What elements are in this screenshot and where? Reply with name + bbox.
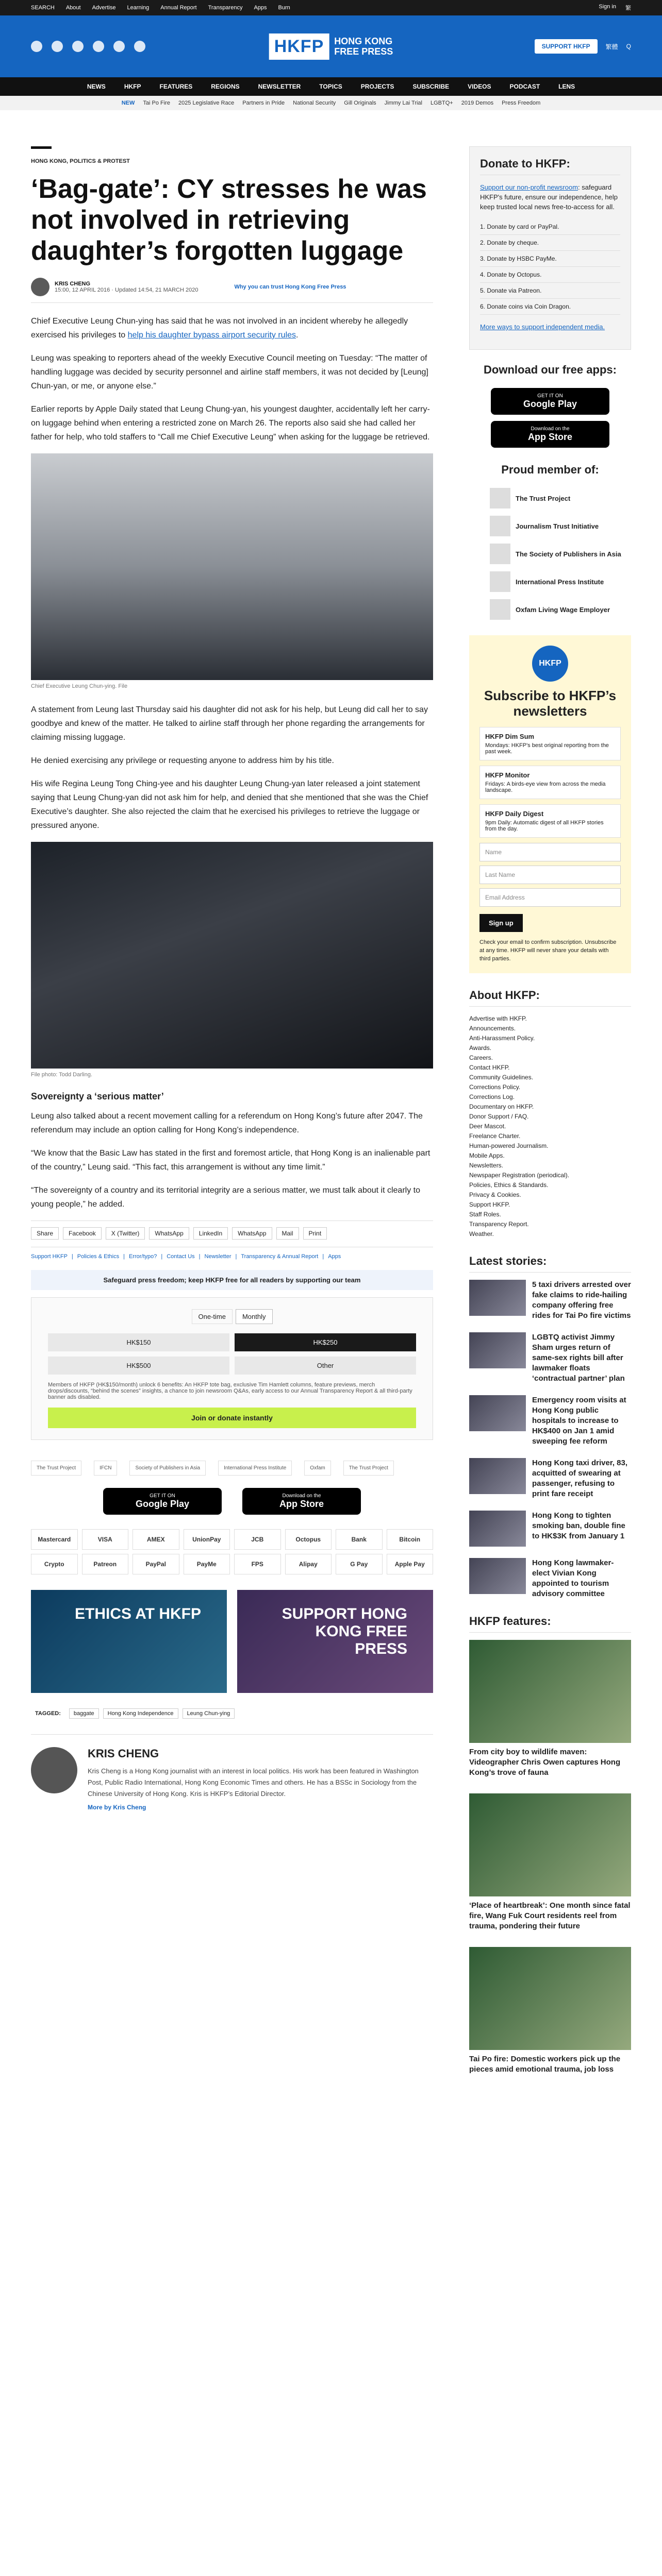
sign-in-link[interactable]: Sign in (599, 4, 616, 10)
footer-link[interactable]: Error/typo? (128, 1253, 157, 1260)
story-headline[interactable]: 5 taxi drivers arrested over fake claims to ride-hailing company offering free rides for Tai Po fire victims (532, 1280, 631, 1320)
about-link[interactable]: Donor Support / FAQ. (469, 1113, 529, 1120)
share-facebook-button[interactable]: Facebook (63, 1227, 102, 1240)
latest-story[interactable] (469, 1511, 631, 1547)
author-avatar[interactable] (31, 278, 49, 296)
paragraph: “We know that the Basic Law has stated in the first and foremost article, that Hong Kong is an inalienable part of the country,” Leung said. “This fact, this arrangement is without any time limit.” (31, 1149, 431, 1172)
story-headline[interactable]: LGBTQ activist Jimmy Sham urges return of same-sex rights bill after lawmaker floats ‘contractual partner’ plan (532, 1333, 625, 1383)
payment-icon[interactable]: Bitcoin (387, 1529, 434, 1550)
about-link[interactable]: Corrections Log. (469, 1093, 515, 1100)
latest-story[interactable] (469, 1458, 631, 1499)
promo-banners (31, 1590, 433, 1693)
about-link[interactable]: Awards. (469, 1044, 492, 1052)
apps-title: Download our free apps: (484, 363, 617, 376)
nav-hkfp[interactable]: HKFP (124, 83, 141, 90)
story-headline[interactable]: Hong Kong taxi driver, 83, acquitted of swearing at passenger, refusing to print fare receipt (532, 1459, 628, 1498)
partner-logos (31, 1461, 433, 1476)
footer-link[interactable]: Apps (328, 1253, 341, 1260)
nav-projects[interactable]: PROJECTS (360, 83, 394, 90)
donate-list (480, 219, 620, 315)
trending-link[interactable]: Gill Originals (344, 100, 376, 106)
newsletter-widget (469, 635, 631, 973)
author-name[interactable]: KRIS CHENG (88, 1747, 159, 1760)
footer-link[interactable]: Support HKFP (31, 1253, 68, 1260)
story-thumbnail[interactable] (469, 1280, 526, 1316)
trending-link[interactable]: 2019 Demos (461, 100, 494, 106)
article-title: ‘Bag-gate’: CY stresses he was not involved in retrieving daughter’s forgotten luggage (31, 174, 427, 266)
share-linkedin-button[interactable]: LinkedIn (193, 1227, 228, 1240)
payment-icon[interactable]: PayPal (133, 1554, 179, 1574)
newsletter-title: Subscribe to HKFP’s newsletters (484, 688, 617, 719)
about-link[interactable]: Transparency Report. (469, 1221, 529, 1228)
story-headline[interactable]: Hong Kong lawmaker-elect Vivian Kong appointed to tourism advisory committee (532, 1558, 614, 1598)
member-title: Proud member of: (501, 463, 599, 476)
payment-icon[interactable]: Apple Pay (387, 1554, 434, 1574)
membership-note: Members of HKFP (HK$150/month) unlock 6 benefits: An HKFP tote bag, exclusive Tim Hamlett columns, feature previews, merch drops/discounts, “behind the scenes” insights, a chance to join newsroom Q&As, early access to our Annual Transparency Report & all third-party banner ads disabled. (48, 1382, 412, 1400)
donate-option[interactable]: 5. Donate via Patreon. (480, 283, 620, 299)
about-link[interactable]: Contact HKFP. (469, 1064, 510, 1071)
youtube-icon[interactable] (93, 41, 104, 52)
story-thumbnail[interactable] (469, 1558, 526, 1594)
feature-image[interactable] (469, 1640, 631, 1743)
share-bar (31, 1221, 433, 1240)
partner-logo[interactable]: The Trust Project (31, 1461, 81, 1476)
subheading: Sovereignty a ‘serious matter’ (31, 1091, 164, 1101)
share-whatsapp-button[interactable]: WhatsApp (149, 1227, 189, 1240)
paragraph: A statement from Leung last Thursday said his daughter did not ask for his help, but Leung did call her to say goodbye and knew of the matter. He talked to airline staff through her phone regarding the arrangements for claiming missing luggage. (31, 705, 428, 742)
language-toggle[interactable]: 繁體 (605, 43, 618, 50)
logo-box: HKFP (269, 33, 329, 60)
nav-videos[interactable]: VIDEOS (468, 83, 491, 90)
story-thumbnail[interactable] (469, 1511, 526, 1547)
about-link[interactable]: Community Guidelines. (469, 1074, 534, 1081)
topbar-link-burn[interactable]: Burn (278, 5, 290, 11)
share-twitter-button[interactable]: X (Twitter) (106, 1227, 145, 1240)
trending-link[interactable]: Partners in Pride (242, 100, 285, 106)
topbar-link-about[interactable]: About (65, 5, 81, 11)
join-donate-button[interactable]: Join or donate instantly (48, 1408, 416, 1428)
paragraph: Leung was speaking to reporters ahead of the weekly Executive Council meeting on Tuesday: “The matter of handling luggage was decided by security personnel and airline staff members, it was not decided by [Leung] Chun-yan, or me, or anyone else.” (31, 354, 428, 391)
payment-icon[interactable]: VISA (82, 1529, 129, 1550)
partner-logo[interactable]: Oxfam (304, 1461, 330, 1476)
about-link[interactable]: Newspaper Registration (periodical). (469, 1172, 570, 1179)
trending-link[interactable]: LGBTQ+ (431, 100, 453, 106)
amount-option-selected[interactable]: HK$250 (235, 1333, 416, 1351)
sidebar-google-play[interactable]: GET IT ON Google Play (491, 388, 609, 415)
about-link[interactable]: Deer Mascot. (469, 1123, 506, 1130)
app-store-button[interactable]: Download on the App Store (242, 1488, 361, 1515)
hkfp-logo-icon: HKFP (532, 646, 568, 682)
about-link[interactable]: Policies, Ethics & Standards. (469, 1181, 549, 1189)
paragraph: Earlier reports by Apple Daily stated that Leung Chung-yan, his youngest daughter, accidentally left her carry-on luggage behind when entering a restricted zone on March 26. The reports also said she had called her father for help, who told staffers to “Call me Chief Executive Leung” when asking for the luggage be retrieved. (31, 405, 430, 442)
amount-option[interactable]: HK$500 (48, 1357, 229, 1375)
donate-amounts (48, 1333, 416, 1375)
about-link[interactable]: Weather. (469, 1230, 494, 1238)
donate-banner[interactable]: Safeguard press freedom; keep HKFP free for all readers by supporting our team (31, 1270, 433, 1290)
paragraph: “The sovereignty of a country and its territorial integrity are a serious matter, we must talk about it clearly to young people,” he added. (31, 1186, 420, 1209)
leung-photo (31, 453, 433, 680)
story-thumbnail[interactable] (469, 1395, 526, 1431)
nav-topics[interactable]: TOPICS (319, 83, 342, 90)
features-title: HKFP features: (469, 1615, 631, 1633)
trending-link[interactable]: Tai Po Fire (143, 100, 170, 106)
tab-one-time[interactable]: One-time (192, 1309, 233, 1324)
newsletter-option[interactable]: HKFP Daily Digest 9pm Daily: Automatic digest of all HKFP stories from the day. (479, 804, 621, 838)
story-thumbnail[interactable] (469, 1332, 526, 1368)
donate-box (31, 1297, 433, 1440)
protest-photo (31, 842, 433, 1069)
about-link[interactable]: Privacy & Cookies. (469, 1191, 521, 1198)
story-headline[interactable]: Hong Kong to tighten smoking ban, double fine to HK$3K from January 1 (532, 1511, 625, 1540)
article-categories[interactable]: HONG KONG, POLITICS & PROTEST (31, 158, 130, 164)
story-thumbnail[interactable] (469, 1458, 526, 1494)
payment-icon[interactable]: Alipay (285, 1554, 332, 1574)
donate-tabs (48, 1309, 416, 1324)
latest-widget (469, 1255, 631, 1599)
header-right (535, 39, 631, 54)
topbar-link-annual-report[interactable]: Annual Report (160, 5, 197, 11)
nav-subscribe[interactable]: SUBSCRIBE (412, 83, 450, 90)
donate-option[interactable]: 2. Donate by cheque. (480, 235, 620, 251)
member-icon (490, 599, 510, 620)
paragraph: Chief Executive Leung Chun-ying has said that he was not involved in an incident whereby he allegedly exercised his privileges to help his daughter bypass airport security rules. (31, 317, 408, 340)
sidebar (469, 146, 631, 2090)
about-link[interactable]: Advertise with HKFP. (469, 1015, 527, 1022)
facebook-icon[interactable] (31, 41, 42, 52)
new-label: NEW (121, 100, 135, 106)
newsletter-option[interactable]: HKFP Monitor Fridays: A birds-eye view from across the media landscape. (479, 766, 621, 799)
member-logo[interactable]: Oxfam Living Wage Employer (490, 599, 631, 620)
features-widget (469, 1615, 631, 2075)
email-input[interactable]: Email Address (479, 888, 621, 907)
topbar-link-transparency[interactable]: Transparency (208, 5, 243, 11)
payment-icon[interactable]: G Pay (336, 1554, 383, 1574)
about-link[interactable]: Anti-Harassment Policy. (469, 1035, 535, 1042)
partner-logo[interactable]: Society of Publishers in Asia (129, 1461, 206, 1476)
about-title: About HKFP: (469, 989, 631, 1007)
paragraph: He denied exercising any privilege or requesting anyone to address him by his title. (31, 756, 334, 765)
member-icon (490, 516, 510, 536)
latest-story[interactable] (469, 1280, 631, 1321)
nav-regions[interactable]: REGIONS (211, 83, 240, 90)
topbar-link-advertise[interactable]: Advertise (92, 5, 116, 11)
support-promo[interactable]: SUPPORT HONG KONG FREE PRESS (237, 1590, 433, 1693)
google-play-button[interactable]: GET IT ON Google Play (103, 1488, 222, 1515)
feature-image[interactable] (469, 1947, 631, 2050)
trending-link[interactable]: 2025 Legislative Race (178, 100, 235, 106)
support-hkfp-button[interactable]: SUPPORT HKFP (535, 39, 598, 54)
feature-image[interactable] (469, 1793, 631, 1896)
main-nav (0, 77, 662, 96)
author-avatar[interactable] (31, 1747, 77, 1793)
nav-news[interactable]: NEWS (87, 83, 106, 90)
payment-icon[interactable]: Crypto (31, 1554, 78, 1574)
about-link[interactable]: Freelance Charter. (469, 1132, 521, 1140)
donate-option[interactable]: 1. Donate by card or PayPal. (480, 219, 620, 235)
about-link[interactable]: Announcements. (469, 1025, 516, 1032)
footer-link[interactable]: Transparency & Annual Report (241, 1253, 319, 1260)
lang-link[interactable]: 繁 (625, 5, 631, 11)
newsletter-option[interactable]: HKFP Dim Sum Mondays: HKFP's best original reporting from the past week. (479, 727, 621, 760)
share-print-button[interactable]: Print (303, 1227, 327, 1240)
about-link[interactable]: Careers. (469, 1054, 493, 1061)
trust-link[interactable]: Why you can trust Hong Kong Free Press (234, 284, 346, 290)
about-link[interactable]: Support HKFP. (469, 1201, 510, 1208)
threads-icon[interactable] (134, 41, 145, 52)
share-label: Share (31, 1227, 59, 1240)
author-name[interactable]: KRIS CHENG (55, 281, 91, 287)
member-icon (490, 544, 510, 564)
partner-logo[interactable]: The Trust Project (343, 1461, 394, 1476)
author-bio: Kris Cheng is a Hong Kong journalist with an interest in local politics. His work has been featured in Washington Post, Public Radio International, Hong Kong Economic Times and others. He has a BSSc in Sociology from the Chinese University of Hong Kong. Kris is HKFP’s Editorial Director. (88, 1767, 419, 1798)
article-column (31, 146, 433, 1812)
more-ways-link[interactable]: More ways to support independent media. (480, 323, 605, 331)
topbar-link-learning[interactable]: Learning (127, 5, 150, 11)
about-link[interactable]: Staff Roles. (469, 1211, 501, 1218)
footer-link[interactable]: Policies & Ethics (77, 1253, 120, 1260)
donate-option[interactable]: 3. Donate by HSBC PayMe. (480, 251, 620, 267)
donate-option[interactable]: 4. Donate by Octopus. (480, 267, 620, 283)
article-footer-links: Support HKFP | Policies & Ethics | Error/typo? | Contact Us | Newsletter | Transparency & Annual Report | Apps (31, 1247, 433, 1260)
nav-lens[interactable]: LENS (558, 83, 575, 90)
about-link[interactable]: Newsletters. (469, 1162, 504, 1169)
footer-link[interactable]: Newsletter (204, 1253, 231, 1260)
ethics-promo[interactable]: ETHICS AT HKFP (31, 1590, 227, 1693)
donate-text-link[interactable]: Support our non-profit newsroom (480, 183, 578, 191)
about-link[interactable]: Corrections Policy. (469, 1083, 521, 1091)
payment-icon[interactable]: Mastercard (31, 1529, 78, 1550)
logo-text: HONG KONG FREE PRESS (334, 36, 393, 57)
sign-up-button[interactable]: Sign up (479, 914, 523, 932)
payment-icon[interactable]: UnionPay (184, 1529, 230, 1550)
telegram-icon[interactable] (113, 41, 125, 52)
latest-story[interactable] (469, 1332, 631, 1384)
more-by-author-link[interactable]: More by Kris Cheng (88, 1804, 146, 1811)
title-rule (31, 146, 52, 149)
nav-podcast[interactable]: PODCAST (509, 83, 540, 90)
share-whatsapp2-button[interactable]: WhatsApp (232, 1227, 272, 1240)
donate-text: Support our non-profit newsroom: safeguard HKFP's future, ensure our independence, help keep trusted local news free-to-access for all. (480, 183, 618, 211)
about-links (469, 1014, 631, 1239)
member-logo[interactable]: International Press Institute (490, 571, 631, 592)
article-date: 15:00, 12 APRIL 2016 · Updated 14:54, 21 MARCH 2020 (55, 287, 198, 293)
share-mail-button[interactable]: Mail (276, 1227, 299, 1240)
trending-bar (0, 96, 662, 110)
site-logo[interactable] (269, 33, 393, 60)
about-link[interactable]: Human-powered Journalism. (469, 1142, 549, 1149)
tag[interactable]: Hong Kong Independence (103, 1708, 178, 1719)
tab-monthly[interactable]: Monthly (236, 1309, 273, 1324)
tag[interactable]: baggate (69, 1708, 99, 1719)
payment-icon[interactable]: FPS (234, 1554, 281, 1574)
donate-title: Donate to HKFP: (480, 157, 620, 175)
top-bar (0, 0, 662, 15)
payment-icon[interactable]: Octopus (285, 1529, 332, 1550)
payment-methods (31, 1529, 433, 1574)
donate-widget (469, 146, 631, 350)
tag[interactable]: Leung Chun-ying (183, 1708, 235, 1719)
partner-logo[interactable]: International Press Institute (218, 1461, 292, 1476)
feature-headline[interactable]: From city boy to wildlife maven: Videographer Chris Owen captures Hong Kong’s trove of fauna (469, 1748, 621, 1777)
about-link[interactable]: Mobile Apps. (469, 1152, 505, 1159)
latest-list (469, 1280, 631, 1599)
payment-icon[interactable]: AMEX (133, 1529, 179, 1550)
amount-option[interactable]: HK$150 (48, 1333, 229, 1351)
feature-headline[interactable]: ‘Place of heartbreak’: One month since fatal fire, Wang Fuk Court residents reel from trauma, pondering their future (469, 1901, 631, 1930)
article-tags (31, 1708, 433, 1719)
search-link[interactable]: SEARCH (31, 5, 55, 11)
byline (31, 278, 433, 303)
image-caption: File photo: Todd Darling. (31, 1072, 93, 1078)
latest-story[interactable] (469, 1395, 631, 1447)
member-icon (490, 488, 510, 509)
member-icon (490, 571, 510, 592)
image-caption: Chief Executive Leung Chun-ying. File (31, 683, 128, 689)
about-link[interactable]: Documentary on HKFP. (469, 1103, 534, 1110)
instagram-icon[interactable] (72, 41, 84, 52)
latest-story[interactable] (469, 1558, 631, 1599)
nav-features[interactable]: FEATURES (159, 83, 193, 90)
topbar-link-apps[interactable]: Apps (254, 5, 267, 11)
paragraph: His wife Regina Leung Tong Ching-yee and his daughter Leung Chung-yan later released a joint statement saying that Leung Chung-yan did not ask him for help, and denied that she mentioned that she was the Chief Executive’s daughter. She also rejected the claim that he exercised his privileges to retrieve the luggage or pressured anyone. (31, 779, 428, 830)
payment-icon[interactable]: Bank (336, 1529, 383, 1550)
feature-headline[interactable]: Tai Po fire: Domestic workers pick up the pieces amid emotional trauma, job loss (469, 2055, 621, 2074)
footer-link[interactable]: Contact Us (167, 1253, 195, 1260)
member-logo[interactable]: The Society of Publishers in Asia (490, 544, 631, 564)
paragraph: Leung also talked about a recent movement calling for a referendum on Hong Kong’s future after 2047. The referendum may include an option calling for Hong Kong’s independence. (31, 1112, 423, 1134)
tags-label: TAGGED: (35, 1710, 61, 1717)
nav-newsletter[interactable]: NEWSLETTER (258, 83, 301, 90)
store-buttons (31, 1488, 433, 1515)
payment-icon[interactable]: PayMe (184, 1554, 230, 1574)
about-widget (469, 989, 631, 1239)
airport-security-link[interactable]: help his daughter bypass airport security rules (127, 331, 296, 340)
first-name-input[interactable]: Name (479, 843, 621, 861)
twitter-icon[interactable] (52, 41, 63, 52)
last-name-input[interactable]: Last Name (479, 866, 621, 884)
newsletter-note: Check your email to confirm subscription. Unsubscribe at any time. HKFP will never share your details with third parties. (479, 939, 617, 962)
trending-link[interactable]: Jimmy Lai Trial (384, 100, 422, 106)
member-logo[interactable]: Journalism Trust Initiative (490, 516, 631, 536)
amount-option[interactable]: Other (235, 1357, 416, 1375)
donate-option[interactable]: 6. Donate coins via Coin Dragon. (480, 299, 620, 315)
payment-icon[interactable]: JCB (234, 1529, 281, 1550)
social-links (31, 41, 145, 52)
member-logo[interactable]: The Trust Project (490, 488, 631, 509)
payment-icon[interactable]: Patreon (82, 1554, 129, 1574)
features-list (469, 1640, 631, 2075)
story-headline[interactable]: Emergency room visits at Hong Kong public hospitals to increase to HK$400 on Jan 1 amid sweeping fee reform (532, 1396, 626, 1446)
site-header (0, 15, 662, 77)
search-icon[interactable]: Q (626, 43, 631, 50)
trending-link[interactable]: Press Freedom (502, 100, 541, 106)
trending-link[interactable]: National Security (293, 100, 336, 106)
partner-logo[interactable]: IFCN (94, 1461, 117, 1476)
sidebar-app-store[interactable]: Download on the App Store (491, 421, 609, 448)
topbar-right (589, 4, 631, 12)
latest-title: Latest stories: (469, 1255, 631, 1273)
author-box (31, 1734, 433, 1812)
